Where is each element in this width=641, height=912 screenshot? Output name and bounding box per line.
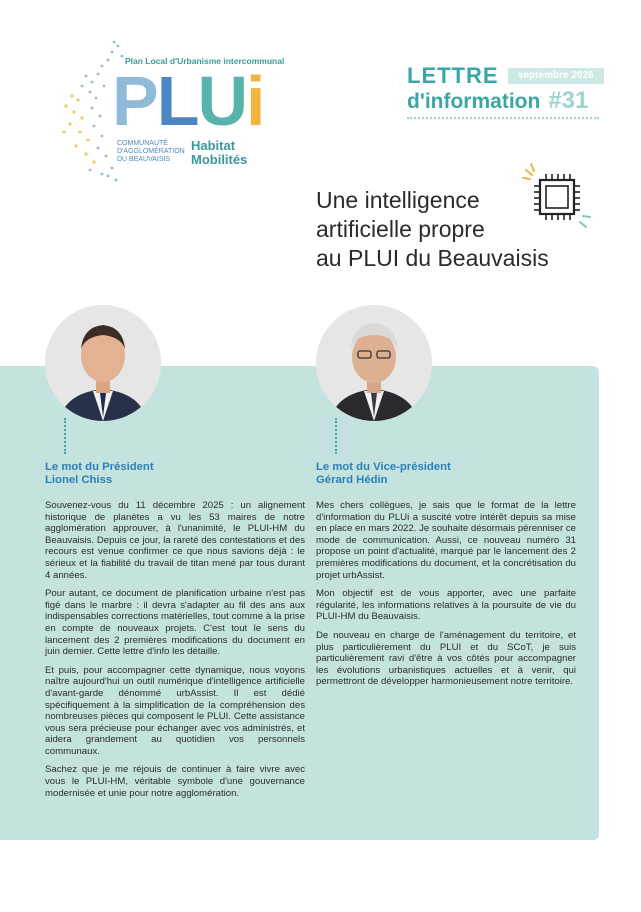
headline bbox=[316, 186, 606, 273]
date-badge-text: septembre 2026 bbox=[518, 70, 594, 81]
vice-president-paragraph: Mes chers collègues, je sais que le format de la lettre d'information du PLUi a suscité votre intérêt depuis sa mise en place en mars 2022. Je souhaite désormais pérenniser ce mode de communication. Aussi, ce nouveau numéro 31 propose un point d'actualité, marqué par le lancement des 2 premières modifications du document, et la concrétisation du projet urbAssist. bbox=[316, 500, 576, 581]
president-paragraph: Sachez que je me réjouis de continuer à faire vivre avec vous le PLUI-HM, véritable symbole d'une gouvernance modernisée et unie pour notre agglomération. bbox=[45, 764, 305, 799]
president-paragraph: Souvenez-vous du 11 décembre 2025 : un alignement historique de planètes a vu les 53 maires de notre agglomération approuver, à l'unanimité, le PLUI-HM du Beauvaisis. Depuis ce jour, la rareté des contestations et des recours est venue confirmer ce que nous savions déjà : le sérieux et la fiabilité du travail de titan mené par tous durant 4 années. bbox=[45, 500, 305, 581]
logo-letter-p: P bbox=[112, 62, 157, 140]
president-heading bbox=[45, 461, 154, 487]
newsletter-title: LETTRE bbox=[407, 63, 499, 88]
president-paragraph: Pour autant, ce document de planification urbaine n'est pas figé dans le marbre : il devra s'adapter au fil des ans aux indispensables corrections matérielles, tout comme à la prise en compte de nouveaux projets. C'est tout le sens du lancement des 2 premières modifications du document en juin dernier. Cette lettre d'info les détaille. bbox=[45, 588, 305, 658]
logo-theme bbox=[191, 139, 291, 167]
vice-president-paragraph: Mon objectif est de vous apporter, avec une parfaite régularité, les informations relatives à la poursuite de vie du PLUI-HM du Beauvaisis. bbox=[316, 588, 576, 623]
president-name: Lionel Chiss bbox=[45, 474, 113, 486]
vice-president-paragraph: De nouveau en charge de l'aménagement du territoire, et plus particulièrement du PLUI et du SCoT, je suis particulièrement ravi d'être à vos côtés pour accompagner les évolutions urbanistiques actuelles et à venir, qui permettront de développer harmonieusement notre territoire. bbox=[316, 629, 576, 688]
headline-line-3: au PLUI du Beauvaisis bbox=[316, 245, 549, 271]
logo-letter-i: i bbox=[246, 62, 264, 140]
logo-letter-u: U bbox=[197, 62, 247, 140]
vice-president-portrait bbox=[316, 305, 432, 421]
president-portrait-illustration bbox=[45, 305, 161, 421]
logo-theme-habitat: Habitat bbox=[191, 138, 236, 153]
logo-community-name: COMMUNAUTÉ D'AGGLOMÉRATION DU BEAUVAISIS bbox=[117, 140, 185, 163]
president-dotted-connector bbox=[64, 418, 66, 454]
headline-line-1: Une intelligence bbox=[316, 187, 480, 213]
vice-president-heading-title: Le mot du Vice-président bbox=[316, 461, 451, 473]
newsletter-subtitle: d'information bbox=[407, 90, 541, 113]
vice-president-text bbox=[316, 500, 576, 695]
header-dotted-divider bbox=[407, 117, 599, 119]
vice-president-name: Gérard Hédin bbox=[316, 474, 388, 486]
issue-number: #31 bbox=[548, 87, 589, 114]
president-text bbox=[45, 500, 305, 806]
president-paragraph: Et puis, pour accompagner cette dynamique, nous voyons naître aujourd'hui un outil numérique d'intelligence artificielle d'avant-garde dénommé urbAssist. Il est dédié spécifiquement à la simplification de la compréhension des nombreuses pièces qui composent le PLUI. Cette assistance vous sera précieuse pour échanger avec vos administrés, et aidera grandement au quotidien vos personnels communaux. bbox=[45, 664, 305, 757]
president-heading-title: Le mot du Président bbox=[45, 461, 154, 473]
logo-plui-wordmark bbox=[112, 62, 264, 140]
vice-president-heading bbox=[316, 461, 451, 487]
newsletter-subtitle-line bbox=[407, 88, 588, 115]
date-badge bbox=[508, 68, 604, 84]
headline-line-2: artificielle propre bbox=[316, 216, 485, 242]
logo-subtitle: Plan Local d'Urbanisme intercommunal bbox=[125, 56, 285, 66]
logo-theme-mobilites: Mobilités bbox=[191, 152, 248, 167]
vice-president-dotted-connector bbox=[335, 418, 337, 454]
logo-letter-l: L bbox=[156, 62, 198, 140]
vice-president-portrait-illustration bbox=[316, 305, 432, 421]
president-portrait bbox=[45, 305, 161, 421]
